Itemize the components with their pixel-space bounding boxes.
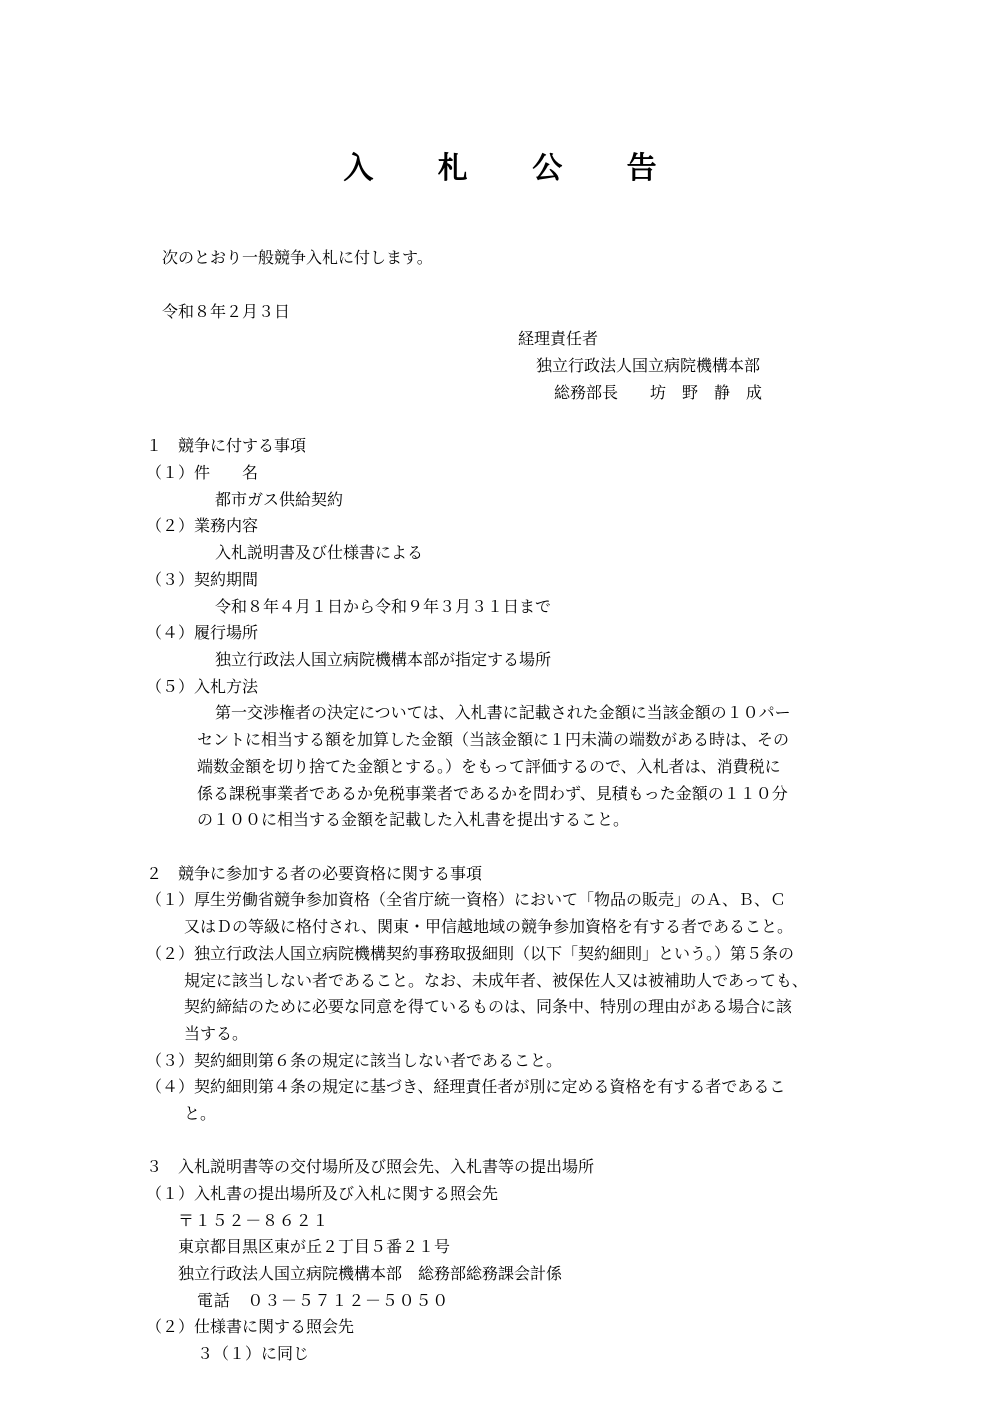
page-title: 入 札 公 告	[343, 151, 684, 186]
postal-code: 〒１５２－８６２１	[178, 1211, 330, 1230]
item-1-5-label: （５）入札方法	[146, 677, 259, 696]
item-3-2-label: （２）仕様書に関する照会先	[146, 1317, 355, 1336]
item-2-4-line: （４）契約細則第４条の規定に基づき、経理責任者が別に定める資格を有する者であるこ	[146, 1077, 786, 1096]
item-2-2-line: 規定に該当しない者であること。なお、未成年者、被保佐人又は被補助人であっても、	[184, 971, 808, 990]
item-3-1-label: （１）入札書の提出場所及び入札に関する照会先	[146, 1184, 499, 1203]
item-2-3: （３）契約細則第６条の規定に該当しない者であること。	[146, 1051, 563, 1070]
item-2-2-line: 契約締結のために必要な同意を得ているものは、同条中、特別の理由がある場合に該	[184, 997, 793, 1016]
item-1-3-body: 令和８年４月１日から令和９年３月３１日まで	[215, 597, 552, 616]
item-1-1-body: 都市ガス供給契約	[215, 490, 344, 509]
intro-text: 次のとおり一般競争入札に付します。	[162, 248, 433, 267]
department: 独立行政法人国立病院機構本部 総務部総務課会計係	[178, 1264, 563, 1283]
item-1-4-body: 独立行政法人国立病院機構本部が指定する場所	[215, 650, 552, 669]
issuer-name: 総務部長 坊 野 静 成	[554, 383, 763, 402]
item-1-2-label: （２）業務内容	[146, 516, 259, 535]
item-1-1-label: （１）件 名	[146, 463, 259, 482]
item-2-2-line: 当する。	[184, 1024, 249, 1043]
notice-date: 令和８年２月３日	[162, 302, 291, 321]
issuer-org: 独立行政法人国立病院機構本部	[536, 356, 761, 375]
item-1-5-line: セントに相当する額を加算した金額（当該金額に１円未満の端数がある時は、その	[197, 730, 790, 749]
item-1-2-body: 入札説明書及び仕様書による	[215, 543, 424, 562]
item-2-4-line: と。	[184, 1104, 217, 1123]
item-3-2-body: ３（１）に同じ	[197, 1344, 310, 1363]
section-3-heading: ３ 入札説明書等の交付場所及び照会先、入札書等の提出場所	[146, 1157, 595, 1176]
item-2-1-line: 又はＤの等級に格付され、関東・甲信越地域の競争参加資格を有する者であること。	[184, 917, 793, 936]
item-1-5-line: の１００に相当する金額を記載した入札書を提出すること。	[197, 810, 630, 829]
address: 東京都目黒区東が丘２丁目５番２１号	[178, 1237, 451, 1256]
item-2-2-line: （２）独立行政法人国立病院機構契約事務取扱細則（以下「契約細則」という。）第５条の	[146, 944, 795, 963]
phone-number: 電話 ０３－５７１２－５０５０	[197, 1291, 450, 1310]
issuer-role: 経理責任者	[518, 329, 599, 348]
section-1-heading: １ 競争に付する事項	[146, 436, 307, 455]
item-1-5-line: 第一交渉権者の決定については、入札書に記載された金額に当該金額の１０パー	[215, 703, 791, 722]
item-1-3-label: （３）契約期間	[146, 570, 259, 589]
item-1-5-line: 係る課税事業者であるか免税事業者であるかを問わず、見積もった金額の１１０分	[197, 784, 788, 803]
section-2-heading: ２ 競争に参加する者の必要資格に関する事項	[146, 864, 483, 883]
item-2-1-line: （１）厚生労働省競争参加資格（全省庁統一資格）において「物品の販売」のＡ、Ｂ、Ｃ	[146, 890, 787, 909]
item-1-4-label: （４）履行場所	[146, 623, 259, 642]
item-1-5-line: 端数金額を切り捨てた金額とする。）をもって評価するので、入札者は、消費税に	[197, 757, 781, 776]
